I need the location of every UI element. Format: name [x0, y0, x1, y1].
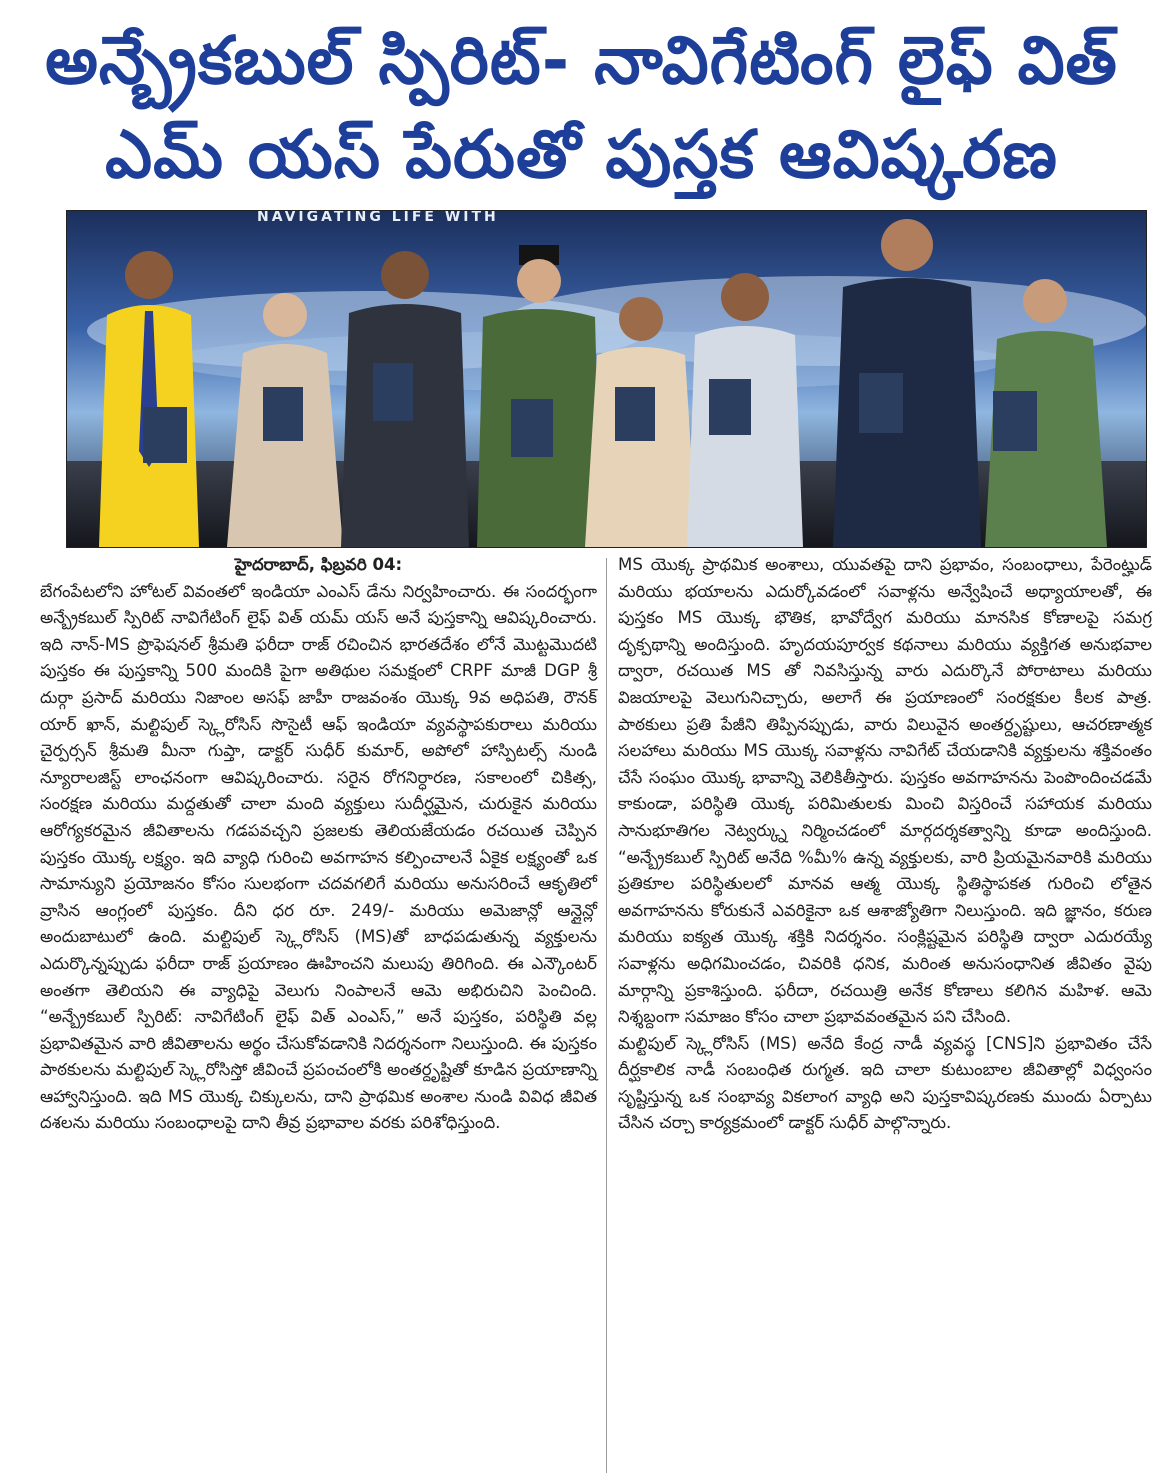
column-divider [606, 558, 607, 1473]
book-6 [709, 379, 751, 435]
headline [40, 14, 1123, 202]
book-launch-photo-illustration [67, 211, 1146, 547]
article-column-right [618, 552, 1152, 1137]
book-1 [143, 407, 187, 463]
book-2 [263, 387, 303, 441]
article-paragraph: మల్టిపుల్ స్క్లెరోసిస్ (MS) అనేది కేంద్ర నాడీ వ్యవస్థ [CNS]ని ప్రభావితం చేసే దీర్ఘకాలిక నాడీ సంబంధిత రుగ్మత. ఇది చాలా కుటుంబాల జీవితాల్లో విధ్వంసం సృష్టిస్తున్న ఒక సంభావ్య వికలాంగ వ్యాధి అని పుస్తకావిష్కరణకు ముందు ఏర్పాటు చేసిన చర్చా కార్యక్రమంలో డాక్టర్ సుధీర్ పాల్గొన్నారు. [618, 1033, 1152, 1133]
backdrop-banner-text: NAVIGATING LIFE WITH [257, 211, 499, 225]
article-paragraph: MS యొక్క ప్రాథమిక అంశాలు, యువతపై దాని ప్రభావం, సంబంధాలు, పేరెంట్హుడ్ మరియు భయాలను ఎదుర్కోవడంలో సవాళ్లను అన్వేషించే అధ్యాయాలతో, ఈ పుస్తకం MS యొక్క భౌతిక, భావోద్వేగ మరియు మానసిక కోణాలపై సమగ్ర దృక్పథాన్ని అందిస్తుంది. హృదయపూర్వక కథనాలు మరియు వ్యక్తిగత అనుభవాల ద్వారా, రచయిత MS తో నివసిస్తున్న వారు ఎదుర్కొనే పోరాటాలు మరియు విజయాలపై వెలుగునిచ్చారు, అలాగే ఈ ప్రయాణంలో సంరక్షకుల కీలక పాత్ర. పాఠకులు ప్రతి పేజీని తిప్పినప్పుడు, వారు విలువైన అంతర్దృష్టులు, ఆచరణాత్మక సలహాలు మరియు MS యొక్క సవాళ్లను నావిగేట్ చేయడానికి వ్యక్తులను శక్తివంతం చేసే సంఘం యొక్క భావాన్ని వెలికితీస్తారు. పుస్తకం అవగాహనను పెంపొందించడమే కాకుండా, పరిస్థితి యొక్క పరిమితులకు మించి విస్తరించే సహాయక మరియు సానుభూతిగల నెట్వర్క్ను నిర్మించడంలో మార్గదర్శకత్వాన్ని కూడా అందిస్తుంది. “అన్బ్రేకబుల్ స్పిరిట్ అనేది %మీ% ఉన్న వ్యక్తులకు, వారి ప్రియమైనవారికి మరియు ప్రతికూల పరిస్థితులలో మానవ ఆత్మ యొక్క స్థితిస్థాపకత గురించి లోతైన అవగాహనను కోరుకునే ఎవరికైనా ఒక ఆశాజ్యోతిగా నిలుస్తుంది. ఇది జ్ఞానం, కరుణ మరియు ఐక్యత యొక్క శక్తికి నిదర్శనం. సంక్లిష్టమైన పరిస్థితి ద్వారా ఎదురయ్యే సవాళ్లను అధిగమించడం, చివరికి ధనిక, మరింత అనుసంధానిత జీవితం వైపు మార్గాన్ని ప్రకాశిస్తుంది. ఫరీదా, రచయిత్రి అనేక కోణాలు కలిగిన మహిళ. ఆమె నిశ్శబ్దంగా సమాజం కోసం చాలా ప్రభావవంతమైన పని చేసింది. [618, 555, 1152, 1027]
headline-line-2: ఎమ్ యస్ పేరుతో పుస్తక ఆవిష్కరణ [105, 116, 1058, 193]
book-8 [993, 391, 1037, 451]
headline-line-1: అన్బ్రేకబుల్ స్పిరిట్- నావిగేటింగ్ లైఫ్ విత్ [45, 22, 1118, 99]
book-4 [511, 399, 553, 457]
article-paragraph: బేగంపేటలోని హోటల్ వివంతలో ఇండియా ఎంఎస్ డేను నిర్వహించారు. ఈ సందర్భంగా అన్బ్రేకబుల్ స్పిరిట్ నావిగేటింగ్ లైఫ్ విత్ యమ్ యస్ అనే పుస్తకాన్ని ఆవిష్కరించారు. ఇది నాన్-MS ప్రొఫెషనల్ శ్రీమతి ఫరీదా రాజ్ రచించిన భారతదేశం లోనే మొట్టమొదటి పుస్తకం ఈ పుస్తకాన్ని 500 మందికి పైగా అతిథుల సమక్షంలో CRPF మాజీ DGP శ్రీ దుర్గా ప్రసాద్ మరియు నిజాంల అసఫ్ జాహీ రాజవంశం యొక్క 9వ అధిపతి, రౌనక్ యార్ ఖాన్, మల్టిపుల్ స్క్లెరోసిస్ సొసైటీ ఆఫ్ ఇండియా వ్యవస్థాపకురాలు మరియు చైర్పర్సన్ శ్రీమతి మీనా గుప్తా, డాక్టర్ సుధీర్ కుమార్, అపోలో హాస్పిటల్స్ నుండి న్యూరాలజిస్ట్ లాంఛనంగా ఆవిష్కరించారు. సరైన రోగనిర్ధారణ, సకాలంలో చికిత్స, సంరక్షణ మరియు మద్దతుతో చాలా మంది వ్యక్తులు సుదీర్ఘమైన, చురుకైన మరియు ఆరోగ్యకరమైన జీవితాలను గడపవచ్చని ప్రజలకు తెలియజేయడం రచయిత చెప్పిన పుస్తకం యొక్క లక్ష్యం. ఇది వ్యాధి గురించి అవగాహన కల్పించాలనే ఏకైక లక్ష్యంతో ఒక సామాన్యుని ప్రయోజనం కోసం సులభంగా చదవగలిగే మరియు అనుసరించే ఆకృతిలో వ్రాసిన ఆంగ్లంలో పుస్తకం. దీని ధర రూ. 249/- మరియు అమెజాన్లో ఆన్లైన్లో అందుబాటులో ఉంది. మల్టిపుల్ స్క్లెరోసిస్ (MS)తో బాధపడుతున్న వ్యక్తులను ఎదుర్కొన్నప్పుడు ఫరీదా రాజ్ ప్రయాణం ఊహించని మలుపు తిరిగింది. ఈ ఎన్కౌంటర్ అంతగా తెలియని ఈ వ్యాధిపై వెలుగు నింపాలనే ఆమె అభిరుచిని పెంచింది. “అన్బ్రేకబుల్ స్పిరిట్: నావిగేటింగ్ లైఫ్ విత్ ఎంఎస్,” అనే పుస్తకం, పరిస్థితి వల్ల ప్రభావితమైన వారి జీవితాలను అర్థం చేసుకోవడానికి నిదర్శనంగా నిలుస్తుంది. ఈ పుస్తకం పాఠకులను మల్టిపుల్ స్క్లెరోసిస్తో జీవించే ప్రపంచంలోకి అంతర్దృష్టితో కూడిన ప్రయాణాన్ని ఆహ్వానిస్తుంది. ఇది MS యొక్క చిక్కులను, దాని ప్రాథమిక అంశాల నుండి వివిధ జీవిత దశలను మరియు సంబంధాలపై దాని తీవ్ర ప్రభావాల వరకు పరిశోధిస్తుంది. [40, 581, 597, 1133]
event-photo [66, 210, 1147, 548]
dateline: హైదరాబాద్, ఫిబ్రవరి 04: [234, 555, 403, 574]
article-column-left [40, 552, 597, 1137]
book-5 [615, 387, 655, 441]
book-7 [859, 373, 903, 433]
book-3 [373, 363, 413, 421]
